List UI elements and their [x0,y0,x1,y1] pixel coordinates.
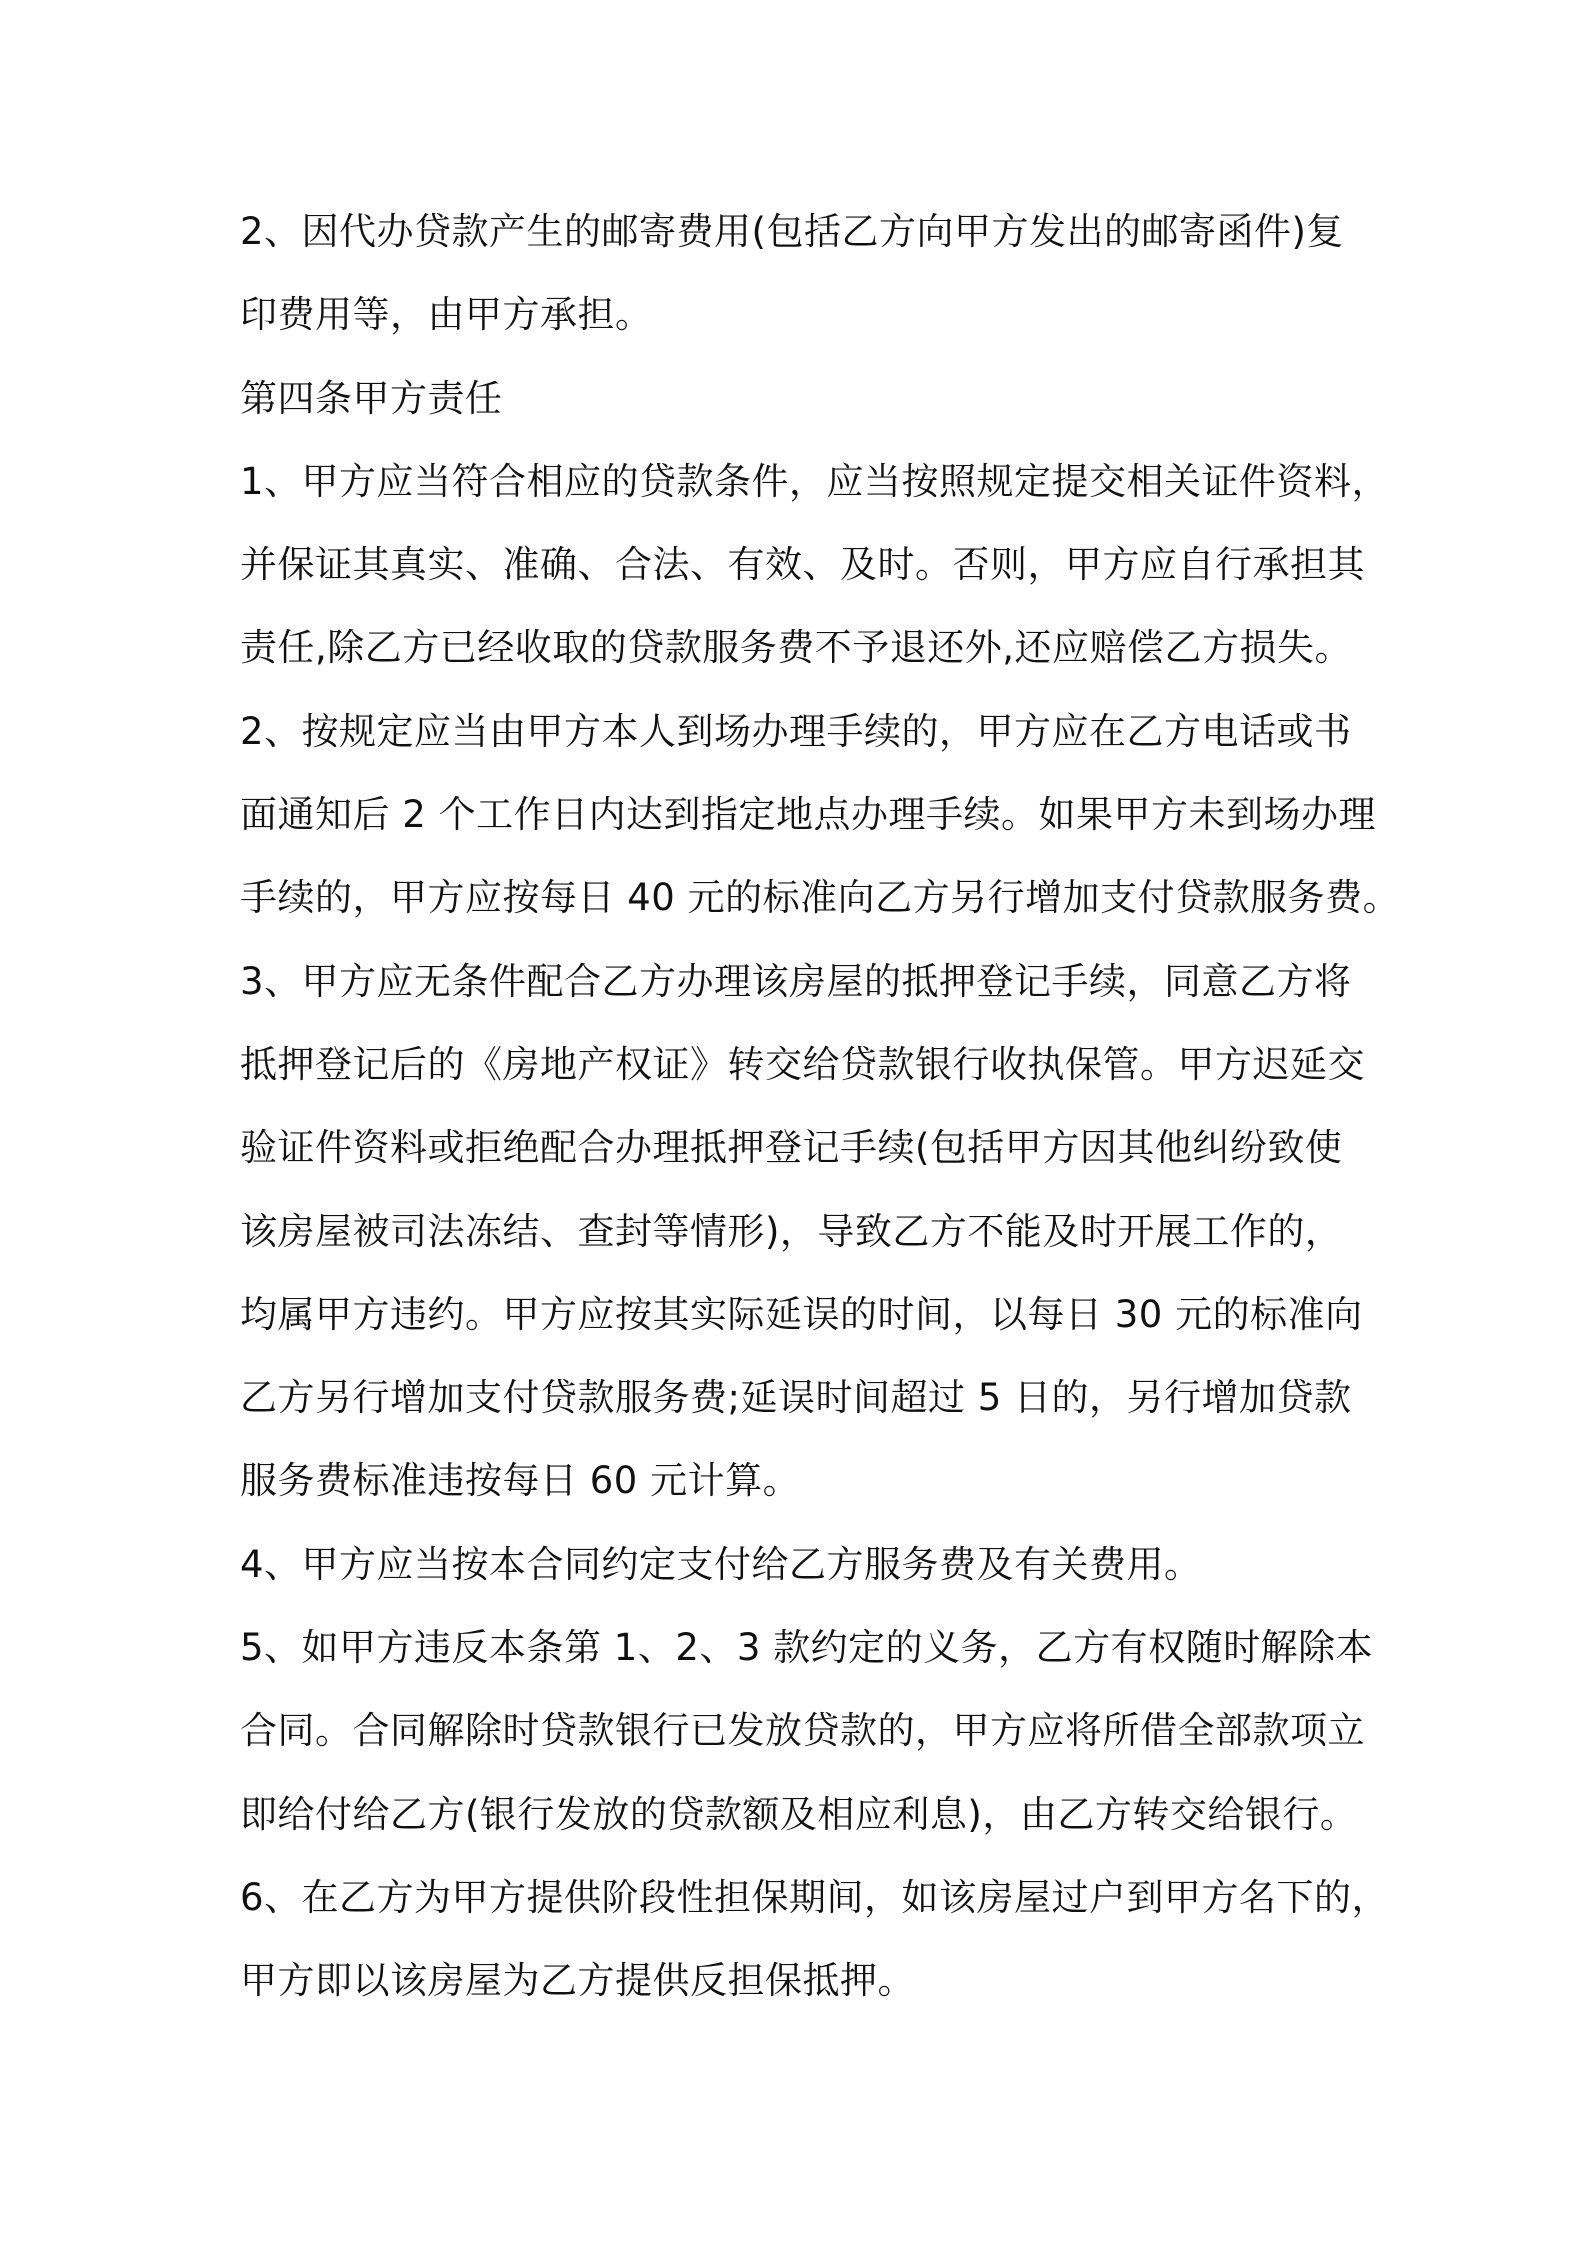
text-line: 甲方即以该房屋为乙方提供反担保抵押。 [240,1959,915,2003]
text-line: 面通知后 2 个工作日内达到指定地点办理手续。如果甲方未到场办理 [240,793,1377,837]
text-line: 手续的，甲方应按每日 40 元的标准向乙方另行增加支付贷款服务费。 [240,876,1401,920]
text-line: 验证件资料或拒绝配合办理抵押登记手续(包括甲方因其他纠纷致使 [240,1126,1343,1170]
document-body [240,190,1401,2023]
text-line: 抵押登记后的《房地产权证》转交给贷款银行收执保管。甲方迟延交 [240,1042,1365,1086]
text-line: 6、在乙方为甲方提供阶段性担保期间，如该房屋过户到甲方名下的， [240,1875,1390,1919]
text-line: 并保证其真实、准确、合法、有效、及时。否则，甲方应自行承担其 [240,543,1365,587]
text-line: 乙方另行增加支付贷款服务费;延误时间超过 5 日的，另行增加贷款 [240,1376,1352,1420]
text-line: 5、如甲方违反本条第 1、2、3 款约定的义务，乙方有权随时解除本 [240,1626,1374,1670]
text-line: 2、按规定应当由甲方本人到场办理手续的，甲方应在乙方电话或书 [240,709,1352,753]
text-line: 2、因代办贷款产生的邮寄费用(包括乙方向甲方发出的邮寄函件)复 [240,210,1344,253]
text-line: 服务费标准违按每日 60 元计算。 [240,1459,801,1503]
text-line: 合同。合同解除时贷款银行已发放贷款的，甲方应将所借全部款项立 [240,1709,1365,1753]
text-line: 4、甲方应当按本合同约定支付给乙方服务费及有关费用。 [240,1542,1202,1586]
text-line: 3、甲方应无条件配合乙方办理该房屋的抵押登记手续，同意乙方将 [240,959,1352,1003]
text-line: 该房屋被司法冻结、查封等情形)，导致乙方不能及时开展工作的， [240,1209,1343,1253]
text-line: 责任,除乙方已经收取的贷款服务费不予退还外,还应赔偿乙方损失。 [240,626,1353,670]
section-heading: 第四条甲方责任 [240,376,503,420]
text-line: 即给付给乙方(银行发放的贷款额及相应利息)，由乙方转交给银行。 [240,1792,1358,1836]
text-line: 均属甲方违约。甲方应按其实际延误的时间，以每日 30 元的标准向 [240,1292,1363,1336]
text-line: 印费用等，由甲方承担。 [240,293,653,337]
text-line: 1、甲方应当符合相应的贷款条件，应当按照规定提交相关证件资料， [240,459,1390,503]
